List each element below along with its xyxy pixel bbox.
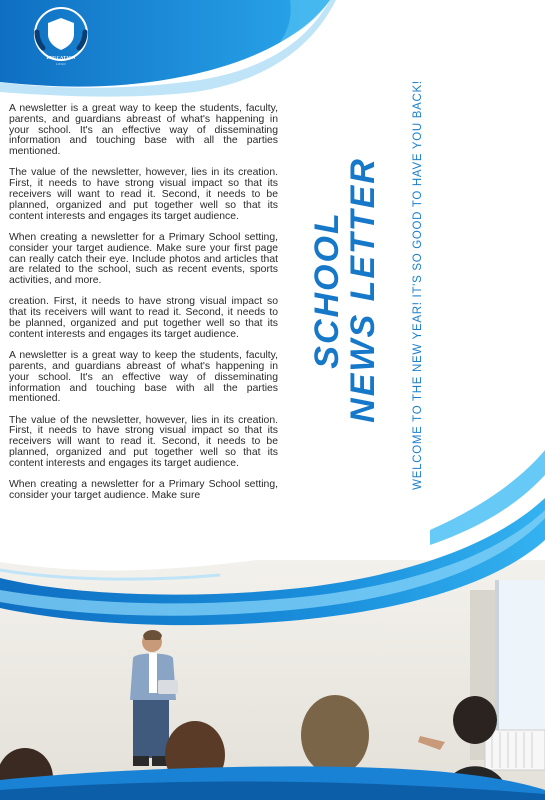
middle-wave-decoration [0,430,545,640]
newsletter-title [309,157,381,423]
paragraph: When creating a newsletter for a Primary School setting, consider your target audience. Make sure [9,479,278,501]
bottom-wave-decoration [0,760,545,800]
logo-subtitle: LOGO [56,62,66,66]
paragraph: A newsletter is a great way to keep the students, faculty, parents, and guardians abreast of what's happening in your school. It's an effective way of disseminating information and touching base with all the parties mentioned. [9,103,278,158]
paragraph: The value of the newsletter, however, lies in its creation. First, it needs to have strong visual impact so that its receivers will want to read it. Second, it needs to be planned, organized and put together well so that its content interests and engages its target audience. [9,167,278,222]
title-line-school: SCHOOL [308,211,346,369]
paragraph: A newsletter is a great way to keep the students, faculty, parents, and guardians abreast of what's happening in your school. It's an effective way of disseminating information and touching base with all the parties mentioned. [9,350,278,405]
paragraph: When creating a newsletter for a Primary School setting, consider your target audience. Make sure your first page can really catch their eye. Include photos and articles that are related to the school, such as recent events, sports activities, and more. [9,231,278,287]
shield-icon [26,4,96,70]
logo-name: EDUCATION [46,55,76,60]
paragraph: creation. First, it needs to have strong visual impact so that its receivers will want to read it. Second, it needs to be planned, organized and put together well so that its content interests and engages its target audience. [9,296,278,340]
welcome-message: WELCOME TO THE NEW YEAR! IT'S SO GOOD TO HAVE YOU BACK! [412,80,424,490]
paragraph: The value of the newsletter, however, lies in its creation. First, it needs to have strong visual impact so that its receivers will want to read it. Second, it needs to be planned, organized and put together well so that its content interests and engages its target audience. [9,414,278,469]
title-line-newsletter: NEWS LETTER [344,157,382,423]
